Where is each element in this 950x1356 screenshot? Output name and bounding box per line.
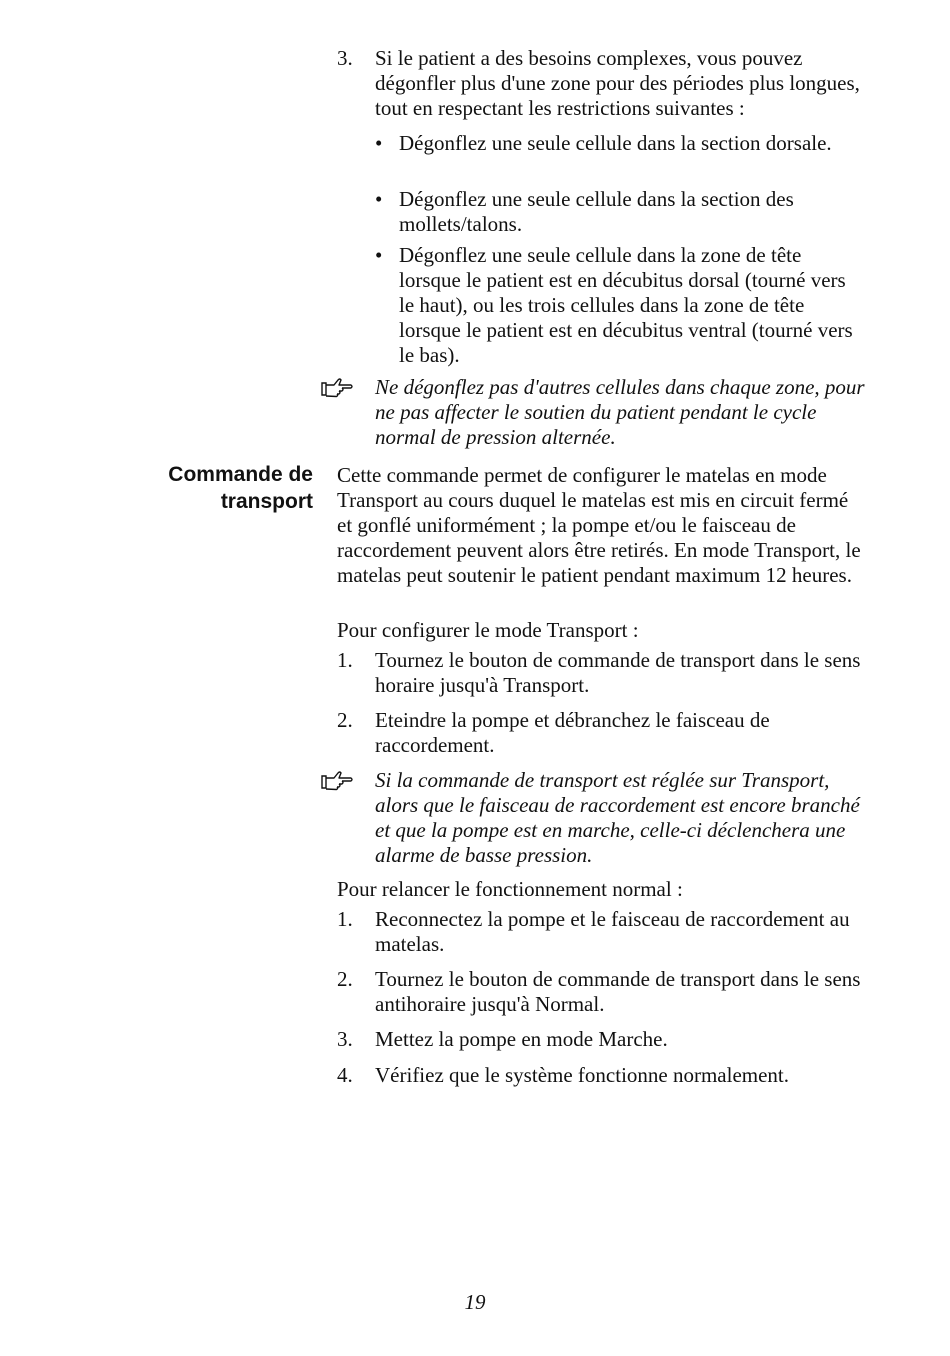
note-block	[320, 375, 870, 450]
note-text: Si la commande de transport est réglée sur Transport, alors que le faisceau de raccordement est encore branché et que la pompe est en marche, celle-ci déclenchera une alarme de basse pression.	[375, 768, 860, 867]
list-text: Tournez le bouton de commande de transport dans le sens antihoraire jusqu'à Normal.	[375, 967, 861, 1016]
bullet-marker: •	[375, 243, 383, 267]
list-text: Reconnectez la pompe et le faisceau de raccordement au matelas.	[375, 907, 850, 956]
restore-step-2	[337, 967, 867, 1017]
pointing-hand-icon	[320, 377, 354, 399]
list-text: Si le patient a des besoins complexes, vous pouvez dégonfler plus d'une zone pour des périodes plus longues, tout en respectant les restrictions suivantes :	[375, 46, 860, 120]
note-block	[320, 768, 870, 868]
list-item-3	[337, 46, 867, 121]
note-text: Ne dégonflez pas d'autres cellules dans chaque zone, pour ne pas affecter le soutien du patient pendant le cycle normal de pression alternée.	[375, 375, 865, 449]
restore-step-1	[337, 907, 867, 957]
bullet-marker: •	[375, 131, 383, 155]
section-heading	[100, 461, 313, 515]
section-heading-line: Commande de	[168, 463, 313, 486]
pointing-hand-icon	[320, 770, 354, 792]
list-number: 2.	[337, 967, 353, 991]
page-number: 19	[464, 1290, 486, 1314]
list-number: 1.	[337, 648, 353, 672]
restore-step-4	[337, 1063, 867, 1088]
bullet-item	[375, 243, 865, 368]
restore-label: Pour relancer le fonctionnement normal :	[337, 877, 683, 901]
bullet-marker: •	[375, 187, 383, 211]
list-text: Mettez la pompe en mode Marche.	[375, 1027, 668, 1051]
list-text: Vérifiez que le système fonctionne normalement.	[375, 1063, 790, 1087]
bullet-text: Dégonflez une seule cellule dans la section dorsale.	[399, 131, 832, 155]
list-number: 4.	[337, 1063, 353, 1087]
configure-label: Pour configurer le mode Transport :	[337, 618, 639, 642]
configure-step-1	[337, 648, 867, 698]
bullet-text: Dégonflez une seule cellule dans la zone de tête lorsque le patient est en décubitus dorsal (tourné vers le haut), ou les trois cellules dans la zone de tête lorsque le patient est en décubitus ventral (tourné vers le bas).	[399, 243, 853, 367]
restore-step-3	[337, 1027, 867, 1052]
list-number: 3.	[337, 1027, 353, 1051]
intro-paragraph: Cette commande permet de configurer le matelas en mode Transport au cours duquel le matelas est mis en circuit fermé et gonflé uniformément ; la pompe et/ou le faisceau de raccordement peuvent alors être retirés. En mode Transport, le matelas peut soutenir le patient pendant maximum 12 heures.	[337, 463, 861, 587]
list-text: Eteindre la pompe et débranchez le faisceau de raccordement.	[375, 708, 770, 757]
list-number: 2.	[337, 708, 353, 732]
section-heading-line: transport	[220, 490, 313, 513]
bullet-item	[375, 187, 865, 237]
bullet-item	[375, 131, 865, 156]
list-text: Tournez le bouton de commande de transport dans le sens horaire jusqu'à Transport.	[375, 648, 861, 697]
bullet-text: Dégonflez une seule cellule dans la section des mollets/talons.	[399, 187, 794, 236]
list-number: 3.	[337, 46, 353, 70]
list-number: 1.	[337, 907, 353, 931]
configure-step-2	[337, 708, 867, 758]
